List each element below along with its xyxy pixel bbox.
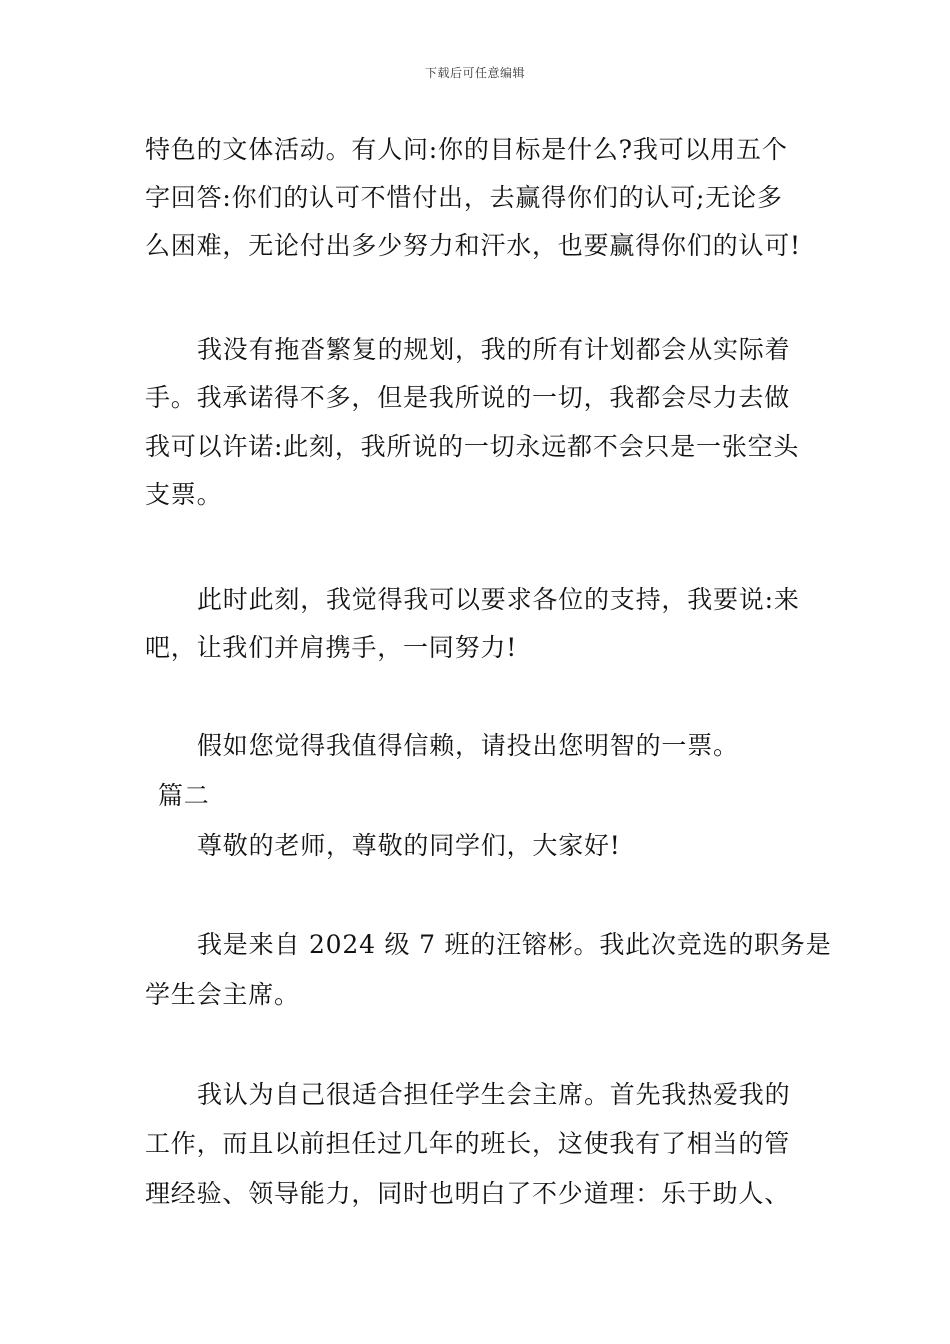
text-line: 学生会主席。 [145,980,300,1009]
text-line: 理经验、领导能力，同时也明白了不少道理：乐于助人、 [145,1179,791,1208]
greeting-line: 尊敬的老师，尊敬的同学们，大家好! [197,831,621,860]
text-line: 吧，让我们并肩携手，一同努力! [145,633,518,662]
text-line: 我可以许诺:此刻，我所说的一切永远都不会只是一张空头 [145,432,800,461]
text-line: 手。我承诺得不多，但是我所说的一切，我都会尽力去做 [145,383,791,412]
text-line: 字回答:你们的认可不惜付出，去赢得你们的认可;无论多 [145,183,783,212]
paragraph-first-line: 假如您觉得我值得信赖，请投出您明智的一票。 [197,731,739,760]
paragraph-first-line: 此时此刻，我觉得我可以要求各位的支持，我要说:来 [197,585,800,614]
text-line: 工作，而且以前担任过几年的班长，这使我有了相当的管 [145,1129,791,1158]
text-line: 支票。 [145,480,223,509]
paragraph-first-line: 我没有拖沓繁复的规划，我的所有计划都会从实际着 [197,335,791,364]
page-header: 下载后可任意编辑 [424,66,525,80]
paragraph-first-line: 我是来自 2024 级 7 班的汪镕彬。我此次竞选的职务是 [197,930,832,959]
section-label: 篇二 [158,781,210,810]
text-line: 特色的文体活动。有人问:你的目标是什么?我可以用五个 [145,135,788,164]
paragraph-first-line: 我认为自己很适合担任学生会主席。首先我热爱我的 [197,1080,791,1109]
text-line: 么困难，无论付出多少努力和汗水，也要赢得你们的认可! [145,231,801,260]
